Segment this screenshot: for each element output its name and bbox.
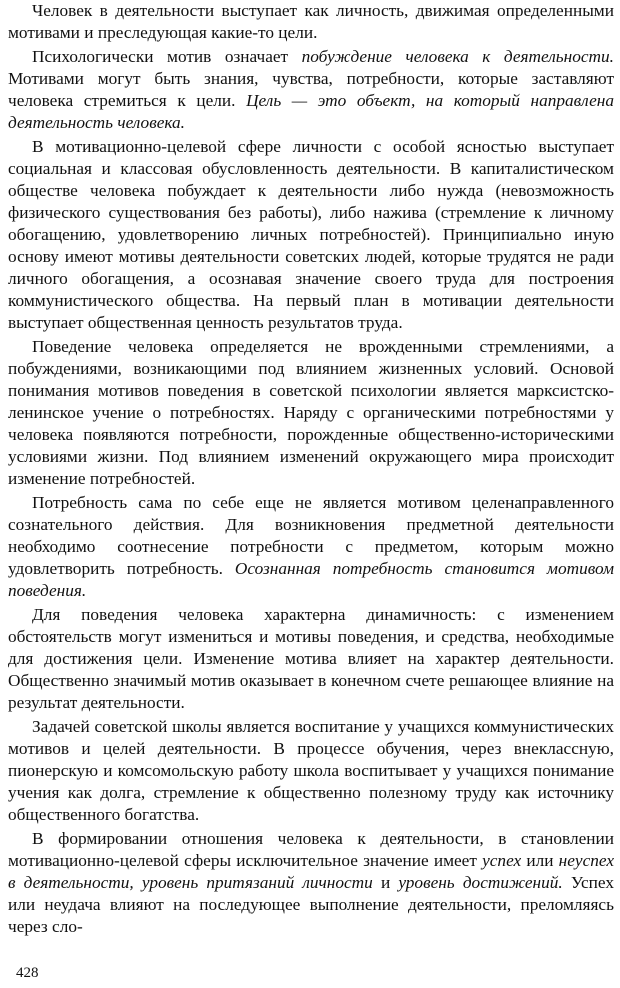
- paragraph: [8, 136, 614, 334]
- paragraph: [8, 716, 614, 826]
- text-run: Для поведения человека характерна динамичность: с изменением обстоятельств могут измениться и мотивы поведения, и средства, необходимые для достижения цели. Изменение мотива влияет на характер деятельности. Общественно значимый мотив оказывает в конечном счете решающее влияние на результат деятельности.: [8, 605, 614, 712]
- page-text-body: [8, 0, 614, 940]
- italic-text-run: успех: [482, 851, 522, 870]
- paragraph: [8, 46, 614, 134]
- paragraph: [8, 0, 614, 44]
- text-run: Мотивами могут быть знания, чувства, потребности, которые заставляют человека стремиться к цели.: [8, 69, 614, 110]
- text-run: Задачей советской школы является воспитание у учащихся коммунистических мотивов и целей деятельности. В процессе обучения, через внеклассную, пионерскую и комсомольскую работу школа воспитывает у учащихся понимание учения как долга, стремление к общественно полезному труду как источнику общественного богатства.: [8, 717, 614, 824]
- text-run: и: [372, 873, 399, 892]
- text-run: В мотивационно-целевой сфере личности с особой ясностью выступает социальная и классовая обусловленность деятельности. В капиталистическом обществе человека побуждает к деятельности либо нужда (невозможность физического существования без работы), либо нажива (стремление к личному обогащению, удовлетворению личных потребностей). Принципиально иную основу имеют мотивы деятельности советских людей, которые трудятся не ради личного обогащения, а осознавая значение своего труда для построения коммунистического общества. На первый план в мотивации деятельности выступает общественная ценность результатов труда.: [8, 137, 614, 332]
- book-page: [8, 0, 614, 988]
- text-run: или: [521, 851, 559, 870]
- italic-text-run: Цель — это объект, на который направлена деятельность человека.: [8, 91, 614, 132]
- text-run: Психологически мотив означает: [32, 47, 302, 66]
- text-run: Успех или неудача влияют на последующее выполнение деятельности, преломляясь через сло-: [8, 873, 614, 936]
- paragraph: [8, 604, 614, 714]
- italic-text-run: уровень достижений.: [398, 873, 563, 892]
- paragraph: [8, 492, 614, 602]
- text-run: Человек в деятельности выступает как личность, движимая определенными мотивами и преследующая какие-то цели.: [8, 1, 614, 42]
- paragraph: [8, 336, 614, 490]
- text-run: Поведение человека определяется не врожденными стремлениями, а побуждениями, возникающими под влиянием жизненных условий. Основой понимания мотивов поведения в советской психологии является марксистско-ленинское учение о потребностях. Наряду с органическими потребностями у человека появляются потребности, порожденные общественно-историческими условиями жизни. Под влиянием изменений окружающего мира происходит изменение потребностей.: [8, 337, 614, 488]
- italic-text-run: побуждение человека к деятельности.: [301, 47, 614, 66]
- text-run: Потребность сама по себе еще не является мотивом целенаправленного сознательного действия. Для возникновения предметной деятельности необходимо соотнесение потребности с предметом, которым можно удовлетворить потребность.: [8, 493, 614, 578]
- italic-text-run: Осознанная потребность становится мотивом поведения.: [8, 559, 614, 600]
- text-run: В формировании отношения человека к деятельности, в становлении мотивационно-целевой сферы исключительное значение имеет: [8, 829, 614, 870]
- paragraph: [8, 828, 614, 938]
- page-number: 428: [16, 965, 39, 981]
- italic-text-run: неуспех в деятельности, уровень притязаний личности: [8, 851, 614, 892]
